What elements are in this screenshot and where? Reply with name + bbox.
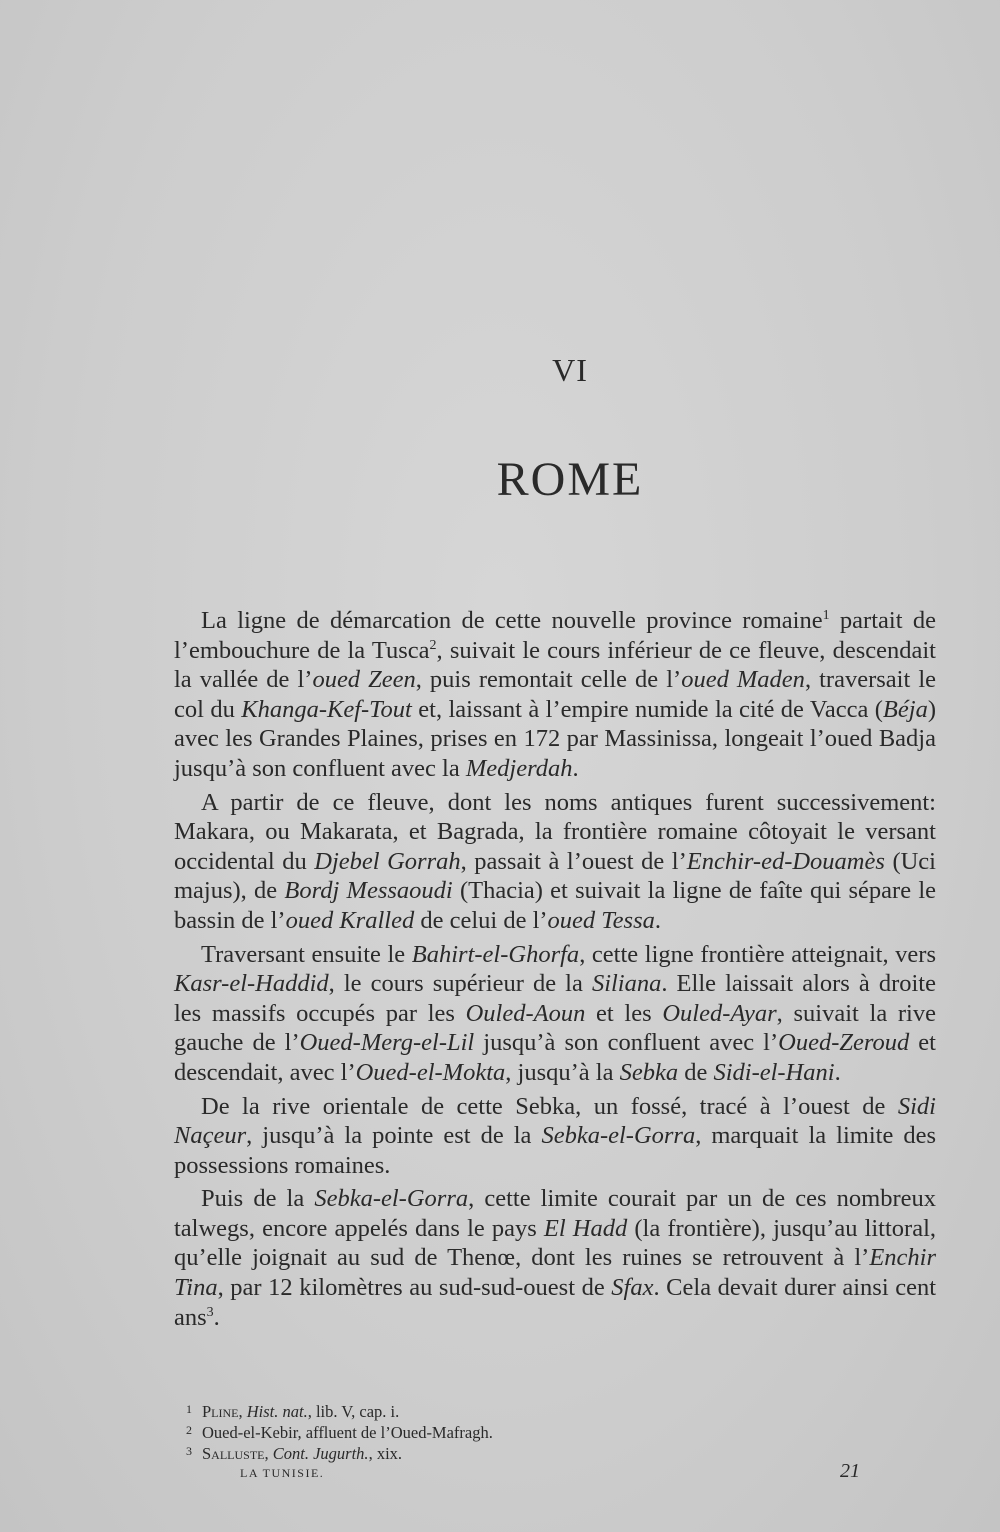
place-name: oued Kralled — [285, 906, 415, 934]
text-run: . Cela devait durer ainsi cent ans — [174, 1274, 937, 1331]
text-run: de — [678, 1058, 714, 1086]
place-name: oued Tessa — [547, 906, 655, 934]
paragraph-1 — [174, 606, 936, 784]
text-run: ) avec les Grandes Plaines, prises en 172 par Massinissa, longeait l’oued Badja jusqu’à son confluent avec la — [174, 695, 936, 782]
place-name: Oued-Merg-el-Lil — [299, 1029, 475, 1057]
place-name: Sidi-el-Hani — [713, 1058, 835, 1086]
text-run: La ligne de démarcation de cette nouvelle province romaine — [201, 607, 823, 634]
text-run: Traversant ensuite le — [201, 940, 412, 968]
text-run: , le cours supérieur de la — [328, 970, 592, 998]
chapter-number: VI — [552, 352, 588, 388]
footnote-ref-3[interactable]: 3 — [206, 1304, 214, 1320]
place-name: oued Maden — [681, 666, 805, 694]
place-name: Siliana — [591, 970, 662, 998]
footnote-author: Pline — [202, 1402, 239, 1421]
text-run: , suivait le cours inférieur de ce fleuve, descendait la vallée de l’ — [174, 636, 936, 694]
paragraph-5 — [174, 1184, 936, 1332]
place-name: El Hadd — [543, 1214, 628, 1242]
footnote-number: 2 — [186, 1423, 192, 1437]
text-run: , jusqu’à la — [505, 1058, 620, 1086]
footnote-3 — [186, 1442, 786, 1463]
place-name: Sebka-el-Gorra — [314, 1185, 469, 1213]
place-name: Oued-el-Mokta — [355, 1058, 506, 1086]
text-run: , cette limite courait par un de ces nombreux talwegs, encore appelés dans le pays — [174, 1185, 936, 1242]
text-run: . — [654, 906, 661, 934]
text-run: et descendait, avec l’ — [174, 1029, 936, 1086]
footnote-separator: , — [238, 1402, 247, 1421]
place-name: Khanga-Kef-Tout — [241, 695, 412, 723]
footnote-text: Oued-el-Kebir, affluent de l’Oued-Mafragh. — [202, 1423, 493, 1442]
footnote-1 — [186, 1400, 786, 1421]
text-run: de celui de l’ — [414, 906, 548, 934]
place-name: Sidi Naçeur — [174, 1092, 936, 1150]
place-name: Kasr-el-Haddid — [174, 970, 329, 998]
text-run: , puis remontait celle de l’ — [415, 666, 682, 694]
place-name: Ouled-Ayar — [662, 999, 777, 1027]
text-run: (Thacia) et suivait la ligne de faîte qui sépare le bassin de l’ — [174, 877, 937, 934]
footnote-ref-1[interactable]: 1 — [822, 608, 830, 623]
text-run: . — [213, 1303, 220, 1331]
text-run: , traversait le col du — [174, 666, 937, 723]
text-run: jusqu’à son confluent avec l’ — [474, 1029, 779, 1057]
text-run: , suivait la rive gauche de l’ — [174, 999, 936, 1057]
running-footer: LA TUNISIE. — [240, 1466, 325, 1480]
text-run: . — [572, 754, 579, 782]
place-name: oued Zeen — [312, 666, 416, 694]
text-run: (la frontière), jusqu’au littoral, qu’elle joignait au sud de Thenœ, dont les ruines se retrouvent à l’ — [174, 1214, 937, 1272]
place-name: Bahirt-el-Ghorfa — [411, 940, 580, 968]
place-name: Enchir-ed-Douamès — [686, 847, 885, 875]
text-run: Puis de la — [201, 1185, 315, 1213]
text-run: De la rive orientale de cette Sebka, un fossé, tracé à l’ouest de — [201, 1092, 898, 1120]
place-name: Ouled-Aoun — [465, 999, 586, 1027]
text-run: , passait à l’ouest de l’ — [460, 847, 687, 875]
place-name: Sebka-el-Gorra — [541, 1122, 696, 1150]
place-name: Bordj Messaoudi — [284, 877, 453, 905]
place-name: Oued-Zeroud — [778, 1029, 910, 1057]
footnote-separator: , — [264, 1444, 273, 1463]
paragraph-3 — [174, 940, 936, 1088]
text-run: . Elle laissait alors à droite les massifs occupés par les — [174, 970, 936, 1027]
place-name: Enchir Tina — [174, 1244, 936, 1302]
footnote-work: Cont. Jugurth. — [272, 1444, 369, 1463]
text-run: . — [834, 1058, 841, 1086]
text-run: , jusqu’à la pointe est de la — [246, 1122, 542, 1150]
text-run: , par 12 kilomètres au sud-sud-ouest de — [217, 1274, 612, 1302]
place-name: Medjerdah — [465, 754, 573, 782]
text-run: et les — [585, 999, 663, 1027]
footnotes — [186, 1400, 786, 1463]
text-run: et, laissant à l’empire numide la cité de Vacca ( — [411, 695, 883, 723]
footnote-number: 3 — [186, 1444, 192, 1458]
page-number: 21 — [840, 1460, 860, 1482]
footnote-2 — [186, 1421, 786, 1442]
place-name: Sfax — [611, 1274, 654, 1302]
text-run: (Uci majus), de — [174, 847, 936, 905]
footnote-work: Hist. nat. — [246, 1402, 308, 1421]
place-name: Djebel Gorrah — [314, 847, 461, 875]
place-name: Béja — [882, 695, 928, 723]
footnote-ref-2[interactable]: 2 — [429, 637, 437, 653]
text-run: partait de l’embouchure de la Tusca — [174, 607, 936, 664]
body-text — [174, 606, 936, 1336]
chapter-title: ROME — [496, 453, 644, 506]
footnote-reference: , lib. V, cap. i. — [307, 1402, 400, 1421]
footnote-reference: , xix. — [368, 1444, 403, 1463]
text-run: , cette ligne frontière atteignait, vers — [579, 940, 936, 968]
footnote-number: 1 — [186, 1402, 192, 1416]
paragraph-2 — [174, 788, 936, 936]
text-run: , marquait la limite des possessions romaines. — [174, 1122, 936, 1179]
paragraph-4 — [174, 1092, 936, 1181]
text-run: A partir de ce fleuve, dont les noms antiques furent successivement: Makara, ou Makarata, et Bagrada, la frontière romaine côtoyait le versant occidental du — [174, 788, 936, 875]
place-name: Sebka — [619, 1058, 679, 1086]
footnote-author: Salluste — [202, 1444, 265, 1463]
